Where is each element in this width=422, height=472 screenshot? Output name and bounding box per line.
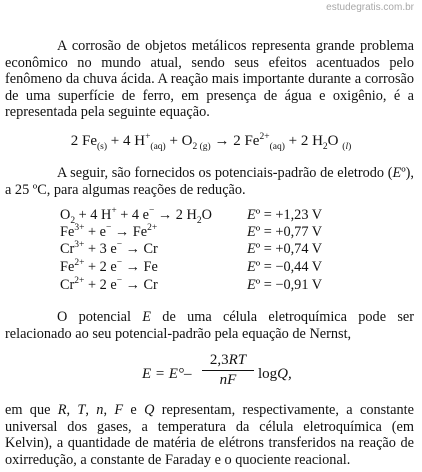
reaction-equation: $O_2 + 4$ H+ + 4 e− → 2 $H_2O$ bbox=[60, 206, 212, 226]
reaction-row-cr3 bbox=[60, 241, 360, 259]
reaction-potential: Eº = +0,74 V bbox=[247, 241, 323, 257]
reaction-potential: Eº = +1,23 V bbox=[247, 207, 323, 223]
nernst-numerator: 2,3RT bbox=[209, 352, 247, 368]
nernst-rhs: logQ, bbox=[258, 366, 292, 382]
paragraph-intro: A corrosão de objetos metálicos representa grande problema econômico no mundo atual, sendo seus efeitos acentuados pelo fenômeno da chuva ácida. A reação mais importante durante a corrosão de uma superfície de ferro, em presença de água e oxigênio, é a representada pela seguinte equação. bbox=[5, 38, 414, 121]
reaction-potential: Eº = −0,91 V bbox=[247, 277, 323, 293]
nernst-denominator: nF bbox=[219, 372, 237, 388]
nernst-fraction bbox=[202, 352, 254, 389]
reaction-row-cr2 bbox=[60, 277, 360, 295]
paragraph-nernst-intro: O potencial E de uma célula eletroquímica pode ser relacionado ao seu potencial-padrão pela equação de Nernst, bbox=[5, 309, 415, 342]
reaction-potential: Eº = −0,44 V bbox=[247, 259, 323, 275]
reaction-row-fe2 bbox=[60, 259, 360, 277]
nernst-lhs: E = E°– bbox=[142, 366, 192, 382]
reaction-equation: $Cr^{3+} + 3$ e− → Cr bbox=[60, 240, 158, 257]
nernst-equation bbox=[0, 352, 422, 392]
reaction-row-fe3 bbox=[60, 224, 360, 242]
corrosion-equation: 2 $Fe_{(s)} + 4$ $H^+_{(aq)} + O_{2 (g)} \to 2$ $Fe^{2+}_{(aq)} + 2$ $H_2O$ $_{(l)}$ bbox=[70, 132, 352, 152]
reaction-equation: $Cr^{2+} + 2$ e− → Cr bbox=[60, 276, 158, 293]
reaction-potential: Eº = +0,77 V bbox=[247, 224, 323, 240]
paragraph-potentials: A seguir, são fornecidos os potenciais-padrão de eletrodo (Eº), a 25 ºC, para algumas reações de redução. bbox=[5, 165, 414, 198]
paragraph-definitions: em que R, T, n, F e Q representam, respectivamente, a constante universal dos gases, a temperatura da célula eletroquímica (em Kelvin), a quantidade de matéria de elétrons transferidos na reação de oxirredução, a constante de Faraday e o quociente reacional. bbox=[5, 402, 414, 468]
reaction-equation: $Fe^{2+} + 2$ e− → Fe bbox=[60, 258, 158, 275]
fraction-bar bbox=[202, 370, 254, 371]
reaction-equation: $Fe^{3+} + e^- \to Fe^{2+}$ bbox=[60, 223, 158, 240]
watermark: estudegratis.com.br bbox=[326, 2, 414, 13]
